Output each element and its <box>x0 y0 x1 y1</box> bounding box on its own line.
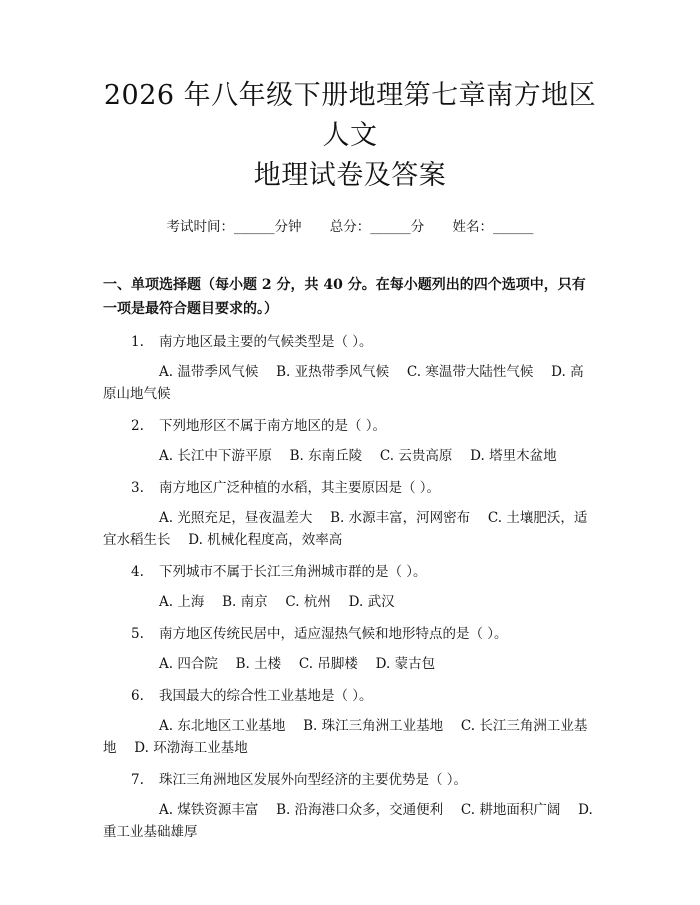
question-options: A. 煤铁资源丰富 B. 沿海港口众多，交通便利 C. 耕地面积广阔 D. 重工业基础雄厚 <box>103 802 593 840</box>
question-item <box>103 685 597 759</box>
question-options: A. 长江中下游平原 B. 东南丘陵 C. 云贵高原 D. 塔里木盆地 <box>159 448 557 464</box>
question-item <box>103 415 597 467</box>
question-number: 6. <box>131 688 144 704</box>
question-text: 南方地区最主要的气候类型是（ ）。 <box>159 334 373 350</box>
question-text: 下列地形区不属于南方地区的是（ ）。 <box>159 418 387 434</box>
question-options: A. 温带季风气候 B. 亚热带季风气候 C. 寒温带大陆性气候 D. 高原山地气候 <box>103 364 584 402</box>
question-item <box>103 477 597 551</box>
exam-time: 考试时间：______分钟 <box>166 219 302 235</box>
question-text: 我国最大的综合性工业基地是（ ）。 <box>159 688 373 704</box>
question-stem <box>103 415 597 437</box>
question-stem <box>103 623 597 645</box>
question-stem <box>103 769 597 791</box>
question-stem <box>103 331 597 353</box>
section-heading: 一、单项选择题（每小题 2 分，共 40 分。在每小题列出的四个选项中，只有一项是最符合题目要求的。） <box>103 277 586 317</box>
question-item <box>103 623 597 675</box>
question-number: 3. <box>131 480 144 496</box>
title-line-1: 2026 年八年级下册地理第七章南方地区人文 <box>103 80 597 151</box>
question-list <box>103 331 597 843</box>
document-title <box>103 76 597 196</box>
question-stem <box>103 561 597 583</box>
question-options: A. 东北地区工业基地 B. 珠江三角洲工业基地 C. 长江三角洲工业基地 D. 环渤海工业基地 <box>103 718 588 756</box>
question-number: 7. <box>131 772 144 788</box>
question-text: 南方地区传统民居中，适应湿热气候和地形特点的是（ ）。 <box>159 626 508 642</box>
question-options: A. 四合院 B. 土楼 C. 吊脚楼 D. 蒙古包 <box>159 656 436 672</box>
question-item <box>103 331 597 405</box>
question-item <box>103 561 597 613</box>
question-item <box>103 769 597 843</box>
question-stem <box>103 477 597 499</box>
question-options: A. 光照充足，昼夜温差大 B. 水源丰富，河网密布 C. 土壤肥沃，适宜水稻生长 D. 机械化程度高，效率高 <box>103 510 588 548</box>
question-number: 1. <box>131 334 144 350</box>
question-number: 2. <box>131 418 144 434</box>
question-stem <box>103 685 597 707</box>
question-text: 南方地区广泛种植的水稻，其主要原因是（ ）。 <box>159 480 441 496</box>
student-name: 姓名：______ <box>452 219 534 235</box>
title-line-2: 地理试卷及答案 <box>253 160 447 191</box>
exam-info <box>103 217 597 237</box>
question-number: 4. <box>131 564 144 580</box>
question-number: 5. <box>131 626 144 642</box>
question-text: 下列城市不属于长江三角洲城市群的是（ ）。 <box>159 564 427 580</box>
question-options: A. 上海 B. 南京 C. 杭州 D. 武汉 <box>159 594 395 610</box>
total-score: 总分：______分 <box>329 219 425 235</box>
question-text: 珠江三角洲地区发展外向型经济的主要优势是（ ）。 <box>159 772 468 788</box>
